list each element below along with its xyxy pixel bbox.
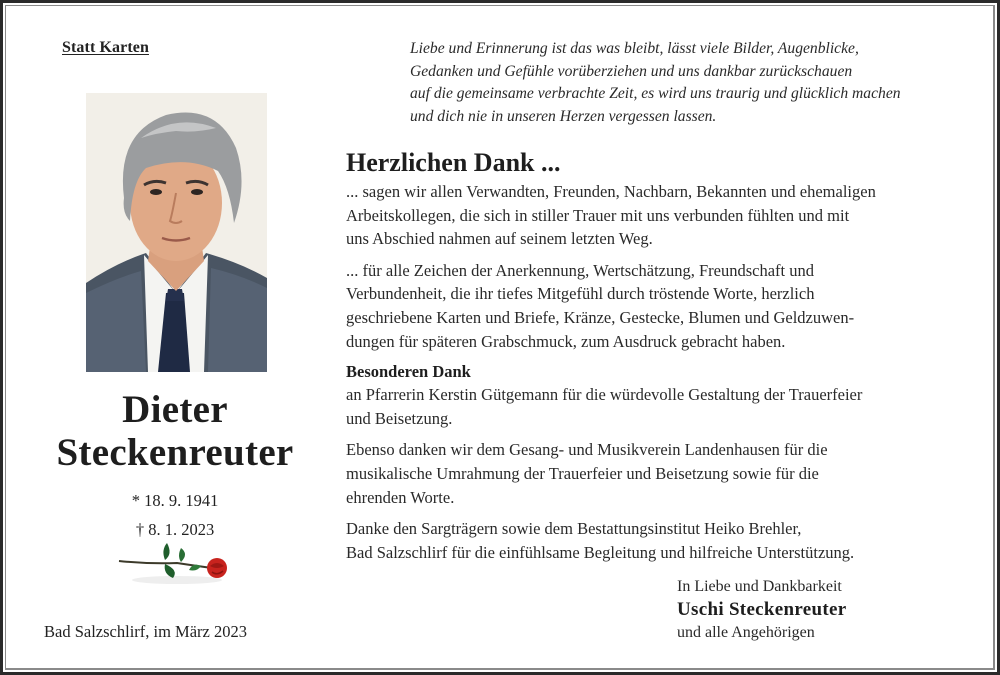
text-line: Bad Salzschlirf für die einfühlsame Begleitung und hilfreiche Unterstützung. <box>346 542 855 562</box>
text-line: Danke den Sargträgern sowie dem Bestattungsinstitut Heiko Brehler, <box>346 519 802 539</box>
thank-you-text <box>346 147 976 572</box>
text-line: dungen für späteren Grabschmuck, zum Ausdruck gebracht haben. <box>346 331 786 351</box>
last-name: Steckenreuter <box>56 431 294 474</box>
red-rose-icon <box>117 538 232 588</box>
death-date: † 8. 1. 2023 <box>135 520 215 539</box>
portrait-illustration <box>86 93 267 372</box>
statt-karten-label: Statt Karten <box>62 39 149 56</box>
bearers-thanks-paragraph <box>346 517 976 564</box>
motto-line: Liebe und Erinnerung ist das was bleibt, lässt viele Bilder, Augenblicke, <box>410 40 859 57</box>
text-line: Arbeitskollegen, die sich in stiller Trauer mit uns verbunden fühlten und mit <box>346 205 850 225</box>
thanks-paragraph-relatives <box>346 180 976 251</box>
place-and-date: Bad Salzschlirf, im März 2023 <box>44 622 247 641</box>
text-line: ehrenden Worte. <box>346 487 455 507</box>
text-line: uns Abschied nahmen auf seinem letzten Weg. <box>346 229 653 249</box>
thank-you-heading: Herzlichen Dank ... <box>346 148 561 177</box>
portrait-photo <box>86 93 267 372</box>
special-thanks-heading: Besonderen Dank <box>346 362 471 382</box>
signatory-name: Uschi Steckenreuter <box>677 599 847 620</box>
special-thanks-paragraph <box>346 361 976 430</box>
text-line: musikalische Umrahmung der Trauerfeier und Beisetzung sowie für die <box>346 463 819 483</box>
motto-poem <box>410 38 980 128</box>
signature-block <box>677 576 977 644</box>
deceased-name <box>20 388 330 474</box>
text-line: und Beisetzung. <box>346 408 453 428</box>
motto-line: Gedanken und Gefühle vorüberziehen und uns dankbar zurückschauen <box>410 62 853 80</box>
text-line: Ebenso danken wir dem Gesang- und Musikverein Landenhausen für die <box>346 440 828 460</box>
text-line: Verbundenheit, die ihr tiefes Mitgefühl durch tröstende Worte, herzlich <box>346 284 815 304</box>
family-line: und alle Angehörigen <box>677 624 815 641</box>
text-line: ... für alle Zeichen der Anerkennung, Wertschätzung, Freundschaft und <box>346 260 815 280</box>
life-dates <box>20 486 330 544</box>
text-line: ... sagen wir allen Verwandten, Freunden, Nachbarn, Bekannten und ehemaligen <box>346 182 876 201</box>
thanks-paragraph-sympathy <box>346 259 976 353</box>
text-line: an Pfarrerin Kerstin Gütgemann für die würdevolle Gestaltung der Trauerfeier <box>346 385 863 405</box>
text-line: geschriebene Karten und Briefe, Kränze, Gestecke, Blumen und Geldzuwen- <box>346 307 855 327</box>
birth-date: * 18. 9. 1941 <box>131 491 219 510</box>
music-thanks-paragraph <box>346 438 976 509</box>
first-name: Dieter <box>122 388 228 431</box>
motto-line: und dich nie in unseren Herzen vergessen lassen. <box>410 107 717 125</box>
closing-phrase: In Liebe und Dankbarkeit <box>677 578 842 595</box>
motto-line: auf die gemeinsame verbrachte Zeit, es wird uns traurig und glücklich machen <box>410 85 901 102</box>
